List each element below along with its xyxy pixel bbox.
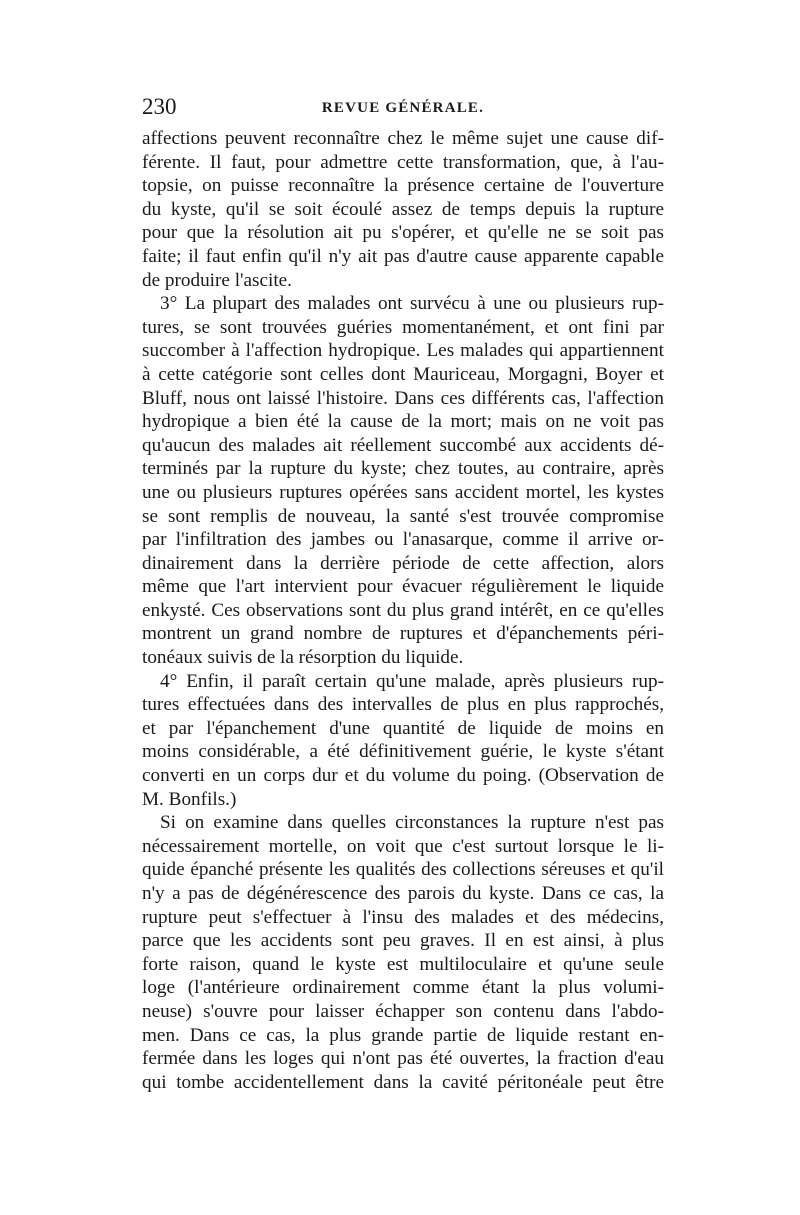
text-line: neuse) s'ouvre pour laisser échapper son contenu dans l'abdo- bbox=[142, 1000, 664, 1022]
text-line: par l'infiltration des jambes ou l'anasarque, comme il arrive or- bbox=[142, 529, 664, 551]
text-line: de produire l'ascite. bbox=[142, 269, 292, 291]
text-line: férente. Il faut, pour admettre cette transformation, que, à l'au- bbox=[142, 151, 664, 173]
text-line: nécessairement mortelle, on voit que c'est surtout lorsque le li- bbox=[142, 835, 664, 857]
text-line: dinairement dans la derrière période de cette affection, alors bbox=[142, 552, 664, 574]
text-line: du kyste, qu'il se soit écoulé assez de temps depuis la rupture bbox=[142, 198, 664, 220]
text-line: n'y a pas de dégénérescence des parois du kyste. Dans ce cas, la bbox=[142, 883, 664, 904]
text-line: même que l'art intervient pour évacuer régulièrement le liquide bbox=[142, 576, 664, 598]
text-line: men. Dans ce cas, la plus grande partie de liquide restant en- bbox=[142, 1024, 664, 1046]
text-line: qu'aucun des malades ait réellement succombé aux accidents dé- bbox=[142, 434, 664, 456]
text-line: affections peuvent reconnaître chez le même sujet une cause dif- bbox=[142, 128, 664, 149]
text-line: 3° La plupart des malades ont survécu à une ou plusieurs rup- bbox=[160, 293, 664, 315]
text-line: rupture peut s'effectuer à l'insu des malades et des médecins, bbox=[142, 906, 664, 928]
text-line: se sont remplis de nouveau, la santé s'est trouvée compromise bbox=[142, 505, 664, 527]
text-line: moins considérable, a été définitivement guérie, le kyste s'étant bbox=[142, 741, 664, 763]
text-line: qui tombe accidentellement dans la cavité péritonéale peut être bbox=[142, 1071, 664, 1093]
page-number: 230 bbox=[142, 94, 177, 119]
text-line: M. Bonfils.) bbox=[142, 788, 237, 810]
text-line: fermée dans les loges qui n'ont pas été ouvertes, la fraction d'eau bbox=[142, 1048, 664, 1070]
text-line: pour que la résolution ait pu s'opérer, et qu'elle ne se soit pas bbox=[142, 222, 664, 244]
text-line: et par l'épanchement d'une quantité de liquide de moins en bbox=[142, 717, 664, 739]
text-line: topsie, on puisse reconnaître la présence certaine de l'ouverture bbox=[142, 175, 664, 197]
text-line: Bluff, nous ont laissé l'histoire. Dans ces différents cas, l'affection bbox=[142, 387, 664, 409]
text-line: hydropique a bien été la cause de la mort; mais on ne voit pas bbox=[142, 411, 664, 433]
text-line: loge (l'antérieure ordinairement comme étant la plus volumi- bbox=[142, 977, 664, 999]
text-line: faite; il faut enfin qu'il n'y ait pas d'autre cause apparente capable bbox=[142, 245, 664, 267]
text-line: succomber à l'affection hydropique. Les malades qui appartiennent bbox=[142, 340, 664, 362]
text-line: forte raison, quand le kyste est multiloculaire et qu'une seule bbox=[142, 953, 664, 975]
text-line: Si on examine dans quelles circonstances la rupture n'est pas bbox=[160, 812, 664, 834]
text-line: tonéaux suivis de la résorption du liquide. bbox=[142, 647, 464, 669]
text-line: enkysté. Ces observations sont du plus grand intérêt, en ce qu'elles bbox=[142, 599, 664, 621]
text-line: montrent un grand nombre de ruptures et d'épanchements péri- bbox=[142, 623, 664, 645]
text-line: 4° Enfin, il paraît certain qu'une malade, après plusieurs rup- bbox=[160, 670, 664, 692]
text-line: à cette catégorie sont celles dont Mauriceau, Morgagni, Boyer et bbox=[142, 363, 664, 385]
text-line: une ou plusieurs ruptures opérées sans accident mortel, les kystes bbox=[142, 481, 664, 503]
text-line: quide épanché présente les qualités des collections séreuses et qu'il bbox=[142, 859, 664, 881]
text-line: parce que les accidents sont peu graves. Il en est ainsi, à plus bbox=[142, 930, 664, 952]
text-line: converti en un corps dur et du volume du poing. (Observation de bbox=[142, 765, 664, 787]
page-header bbox=[142, 92, 664, 126]
running-title: REVUE GÉNÉRALE. bbox=[321, 100, 485, 116]
text-line: tures effectuées dans des intervalles de plus en plus rapprochés, bbox=[142, 694, 664, 716]
text-line: tures, se sont trouvées guéries momentanément, et ont fini par bbox=[142, 316, 664, 338]
page-body bbox=[142, 127, 664, 1094]
text-line: terminés par la rupture du kyste; chez toutes, au contraire, après bbox=[142, 458, 664, 480]
